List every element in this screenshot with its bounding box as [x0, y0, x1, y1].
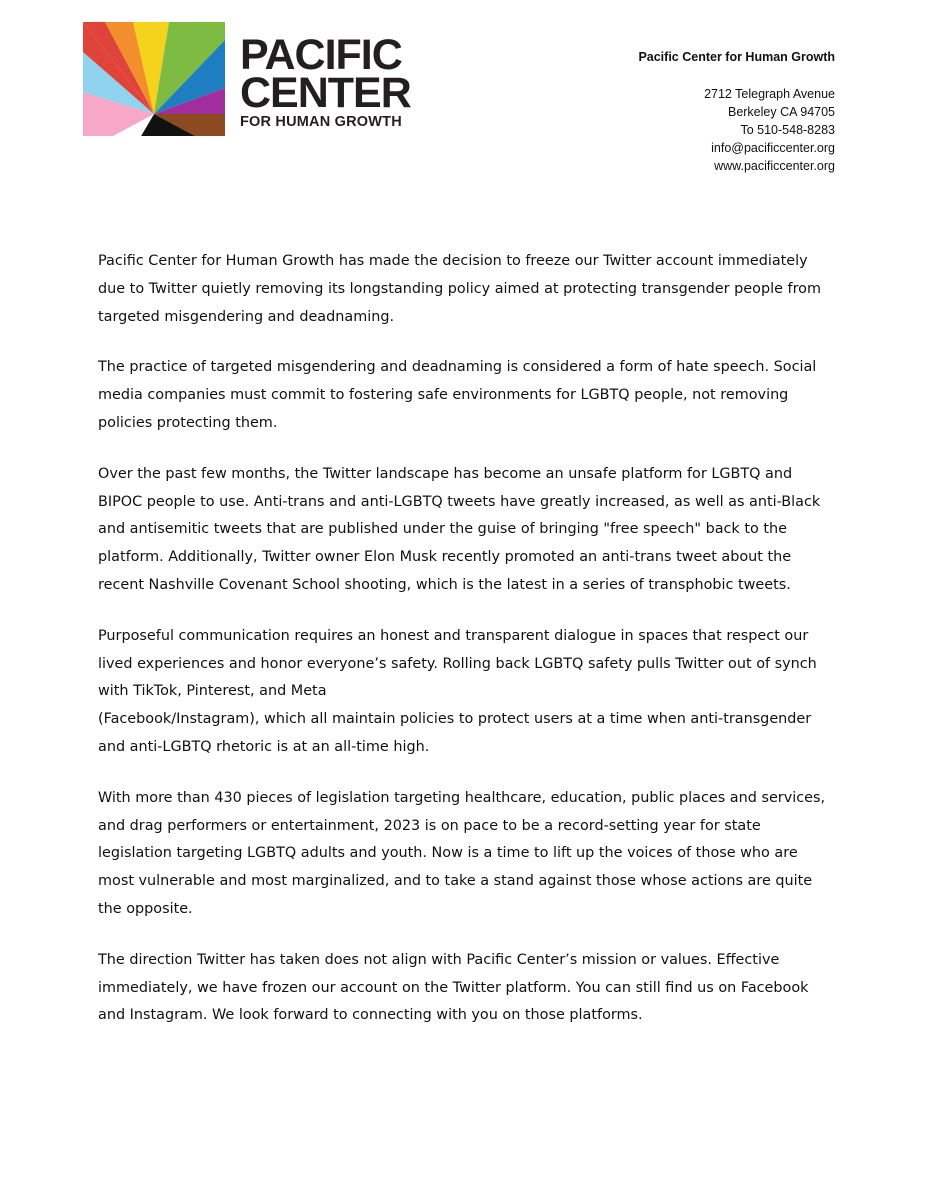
- logo-line-center: CENTER: [240, 69, 411, 117]
- contact-block: [638, 48, 835, 175]
- contact-email[interactable]: info@pacificcenter.org: [711, 141, 835, 155]
- contact-org-name: Pacific Center for Human Growth: [638, 50, 835, 64]
- paragraph-3: Over the past few months, the Twitter landscape has become an unsafe platform for LGBTQ and BIPOC people to use. Anti-trans and anti-LGBTQ tweets have greatly increased, as well as anti-Black and antisemitic tweets that are published under the guise of bringing "free speech" back to the platform. Additionally, Twitter owner Elon Musk recently promoted an anti-trans tweet about the recent Nashville Covenant School shooting, which is the latest in a series of transphobic tweets.: [98, 465, 821, 593]
- logo-wordmark: [240, 31, 440, 131]
- contact-address-line1: 2712 Telegraph Avenue: [704, 87, 835, 101]
- paragraph-1: Pacific Center for Human Growth has made the decision to freeze our Twitter account immediately due to Twitter quietly removing its longstanding policy aimed at protecting transgender people from targeted misgendering and deadnaming.: [98, 253, 821, 325]
- paragraph-4: Purposeful communication requires an honest and transparent dialogue in spaces that respect our lived experiences and honor everyone’s safety. Rolling back LGBTQ safety pulls Twitter out of synch with TikTok, Pinterest, and Meta (Facebook/Instagram), which all maintain policies to protect users at a time when anti-transgender and anti-LGBTQ rhetoric is at an all-time high.: [98, 627, 817, 755]
- logo-line-tagline: FOR HUMAN GROWTH: [240, 114, 402, 130]
- paragraph-6: The direction Twitter has taken does not align with Pacific Center’s mission or values. Effective immediately, we have frozen our account on the Twitter platform. You can still find us on Facebook and Instagram. We look forward to connecting with you on those platforms.: [98, 951, 809, 1024]
- rainbow-swirl-logo-icon: [83, 22, 225, 136]
- paragraph-2: The practice of targeted misgendering and deadnaming is considered a form of hate speech. Social media companies must commit to fostering safe environments for LGBTQ people, not removing policies protecting them.: [98, 359, 817, 431]
- contact-address-line2: Berkeley CA 94705: [727, 105, 835, 119]
- statement-body: [98, 248, 838, 1053]
- paragraph-5: With more than 430 pieces of legislation targeting healthcare, education, public places and services, and drag performers or entertainment, 2023 is on pace to be a record-setting year for state legislation targeting LGBTQ adults and youth. Now is a time to lift up the voices of those who are most vulnerable and most marginalized, and to take a stand against those whose actions are quite the opposite.: [98, 789, 826, 917]
- contact-website[interactable]: www.pacificcenter.org: [714, 159, 835, 173]
- logo-line-pacific: PACIFIC: [240, 31, 402, 79]
- contact-phone: To 510-548-8283: [740, 123, 835, 137]
